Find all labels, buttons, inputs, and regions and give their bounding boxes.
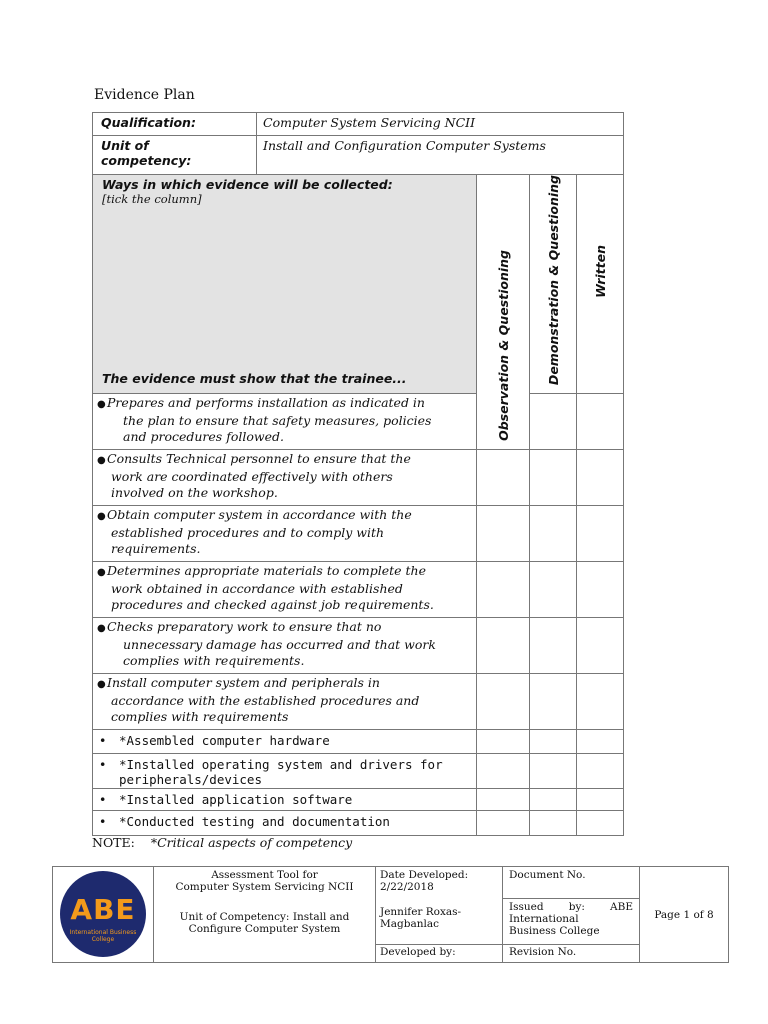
developed-by-cell: [376, 945, 503, 963]
issued-abe: ABE: [610, 901, 633, 913]
col-demonstration-label: Demonstration & Questioning: [545, 175, 561, 386]
tick-cell[interactable]: [530, 811, 577, 836]
tick-cell[interactable]: [530, 394, 577, 450]
developer-line2: Magbanlac: [380, 918, 439, 930]
issued-line3: Business College: [509, 925, 600, 937]
issued-by-word: by:: [568, 901, 585, 913]
critical-item: • *Conducted testing and documentation: [93, 811, 477, 836]
tick-cell[interactable]: [477, 618, 530, 674]
critical-item: • *Installed application software: [93, 789, 477, 811]
document-no-label: Document No.: [509, 869, 586, 881]
criterion-text: ●Obtain computer system in accordance with the established procedures and to comply with requirements.: [93, 506, 477, 562]
tick-cell[interactable]: [577, 450, 624, 506]
critical-item: • *Assembled computer hardware: [93, 730, 477, 754]
criterion-row: [93, 394, 624, 450]
unit-value: Install and Configuration Computer Systems: [257, 136, 624, 175]
criterion-row: [93, 562, 624, 618]
issued-word: Issued: [509, 901, 544, 913]
tick-cell[interactable]: [530, 754, 577, 789]
document-title: Evidence Plan: [94, 87, 195, 103]
tick-cell[interactable]: [530, 789, 577, 811]
critical-row: [93, 789, 624, 811]
issued-line2: International: [509, 913, 579, 925]
criterion-text: ●Consults Technical personnel to ensure that the work are coordinated effectively with others involved on the workshop.: [93, 450, 477, 506]
tick-cell[interactable]: [577, 811, 624, 836]
page-cell: [640, 867, 729, 963]
assessment-tool-cell: [154, 867, 376, 963]
unit-line1: Unit of Competency: Install and: [179, 911, 350, 923]
col-written: [577, 175, 624, 394]
tick-cell[interactable]: [530, 562, 577, 618]
criterion-text: ●Prepares and performs installation as indicated in the plan to ensure that safety measures, policies and procedures followed.: [93, 394, 477, 450]
ways-row: [93, 175, 624, 394]
revision-no-cell: [503, 945, 640, 963]
col-written-label: Written: [592, 245, 608, 298]
tool-line2: Computer System Servicing NCII: [175, 881, 354, 893]
logo-cell: [53, 867, 154, 963]
criterion-text: ●Checks preparatory work to ensure that no unnecessary damage has occurred and that work complies with requirements.: [93, 618, 477, 674]
page-number: Page 1 of 8: [654, 908, 714, 921]
tick-cell[interactable]: [577, 754, 624, 789]
tick-cell[interactable]: [577, 789, 624, 811]
qualification-row: [93, 113, 624, 136]
developer-line1: Jennifer Roxas-: [380, 906, 462, 918]
tick-cell[interactable]: [477, 754, 530, 789]
tick-cell[interactable]: [530, 730, 577, 754]
criterion-row: [93, 450, 624, 506]
col-observation-label: Observation & Questioning: [495, 250, 511, 442]
critical-item: • *Installed operating system and drivers for peripherals/devices: [93, 754, 477, 789]
trainee-statement: The evidence must show that the trainee...: [102, 371, 407, 387]
unit-row: [93, 136, 624, 175]
abe-logo: [60, 871, 146, 957]
unit-label: [93, 136, 257, 175]
tick-cell[interactable]: [577, 618, 624, 674]
critical-row: [93, 754, 624, 789]
criterion-row: [93, 618, 624, 674]
footer-table: [52, 866, 729, 963]
tool-line1: Assessment Tool for: [211, 869, 318, 881]
unit-line2: Configure Computer System: [188, 923, 341, 935]
unit-label-line1: Unit of: [101, 138, 149, 153]
note: [92, 835, 352, 850]
developed-by-label: Developed by:: [380, 946, 456, 958]
tick-cell[interactable]: [477, 789, 530, 811]
criterion-row: [93, 674, 624, 730]
qualification-value: Computer System Servicing NCII: [257, 113, 624, 136]
tick-cell[interactable]: [577, 674, 624, 730]
critical-row: [93, 730, 624, 754]
tick-cell[interactable]: [530, 674, 577, 730]
tick-cell[interactable]: [477, 811, 530, 836]
tick-cell[interactable]: [477, 450, 530, 506]
qualification-label: Qualification:: [93, 113, 257, 136]
document-no-cell: [503, 867, 640, 899]
tick-cell[interactable]: [530, 450, 577, 506]
note-label: NOTE:: [92, 835, 135, 850]
evidence-plan-table: [92, 112, 624, 836]
tick-cell[interactable]: [577, 562, 624, 618]
date-label: Date Developed:: [380, 869, 469, 881]
ways-heading: Ways in which evidence will be collected:: [102, 177, 393, 192]
criterion-text: ●Install computer system and peripherals in accordance with the established procedures and complies with requirements: [93, 674, 477, 730]
col-observation: [477, 175, 530, 450]
criterion-row: [93, 506, 624, 562]
tick-cell[interactable]: [530, 618, 577, 674]
col-demonstration: [530, 175, 577, 394]
ways-subheading: [tick the column]: [102, 192, 202, 206]
date-developed-cell: [376, 867, 503, 945]
tick-cell[interactable]: [477, 674, 530, 730]
ways-cell: [93, 175, 477, 394]
logo-text: ABE: [70, 893, 136, 926]
critical-row: [93, 811, 624, 836]
tick-cell[interactable]: [477, 562, 530, 618]
note-text: *Critical aspects of competency: [150, 835, 353, 850]
tick-cell[interactable]: [577, 394, 624, 450]
unit-label-line2: competency:: [101, 153, 192, 168]
date-value: 2/22/2018: [380, 881, 434, 893]
criterion-text: ●Determines appropriate materials to complete the work obtained in accordance with established procedures and checked against job requirements.: [93, 562, 477, 618]
revision-no-label: Revision No.: [509, 946, 577, 958]
logo-subtext: International Business College: [69, 929, 137, 943]
tick-cell[interactable]: [577, 506, 624, 562]
tick-cell[interactable]: [530, 506, 577, 562]
tick-cell[interactable]: [477, 730, 530, 754]
issued-by-cell: [503, 899, 640, 945]
tick-cell[interactable]: [577, 730, 624, 754]
tick-cell[interactable]: [477, 506, 530, 562]
